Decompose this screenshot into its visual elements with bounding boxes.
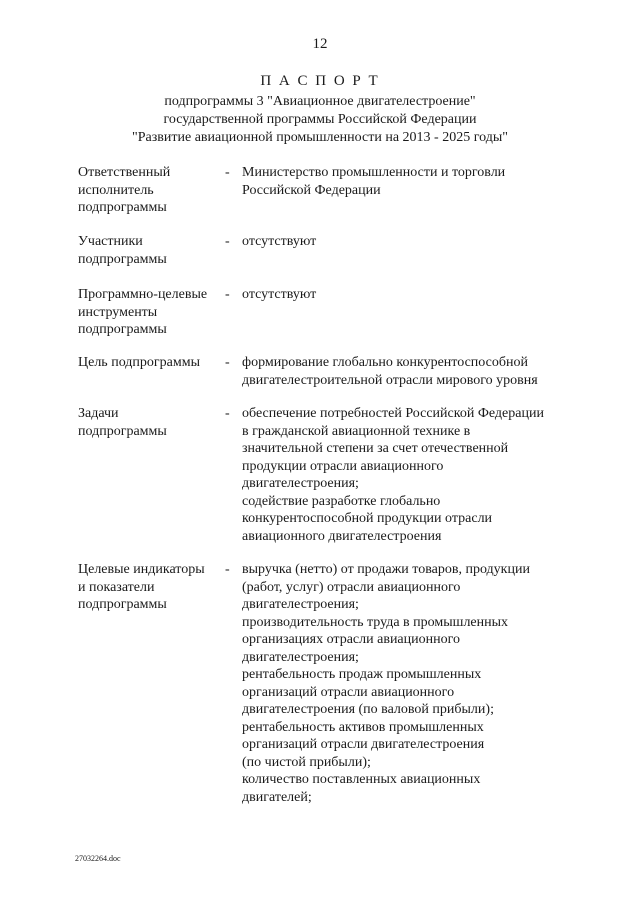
row-dash: -	[225, 355, 230, 370]
row-value	[242, 405, 582, 545]
row-value	[242, 561, 582, 806]
row-value-line: двигателестроения;	[242, 476, 359, 491]
row-value-line: количество поставленных авиационных	[242, 772, 481, 787]
row-value-line: двигателестроения;	[242, 597, 359, 612]
subtitle-line: "Развитие авиационной промышленности на 2013 - 2025 годы"	[132, 130, 508, 145]
row-value-line: конкурентоспособной продукции отрасли	[242, 511, 493, 526]
row-value-line: производительность труда в промышленных	[242, 614, 509, 630]
row-value-line: рентабельность продаж промышленных	[242, 667, 482, 682]
row-value	[242, 286, 582, 304]
row-value-line: отсутствуют	[242, 287, 317, 302]
subtitle-line: государственной программы Российской Федерации	[163, 112, 477, 127]
row-value-line: в гражданской авиационной технике в	[242, 423, 471, 439]
row-value-line: организациях отрасли авиационного	[242, 632, 461, 647]
row-value	[242, 233, 582, 251]
row-value-line: двигателей;	[242, 789, 312, 805]
row-label-line: подпрограммы	[78, 200, 167, 215]
row-label	[78, 405, 223, 440]
row-label-line: подпрограммы	[78, 597, 167, 612]
row-dash: -	[225, 406, 230, 421]
row-label-line: подпрограммы	[78, 322, 167, 337]
row-label-line: Цель подпрограммы	[78, 355, 200, 370]
subtitle-line: подпрограммы 3 "Авиационное двигателестроение"	[164, 94, 476, 109]
page-number: 12	[312, 36, 328, 52]
row-dash: -	[225, 165, 230, 180]
row-label-line: исполнитель	[78, 182, 154, 198]
row-value	[242, 354, 582, 389]
row-value-line: авиационного двигателестроения	[242, 528, 442, 544]
row-label	[78, 164, 223, 217]
row-value-line: организаций отрасли двигателестроения	[242, 737, 485, 752]
row-value-line: рентабельность активов промышленных	[242, 719, 484, 735]
row-label-line: Программно-целевые	[78, 287, 208, 302]
row-label-line: подпрограммы	[78, 423, 167, 439]
row-value	[242, 164, 582, 199]
row-value-line: организаций отрасли авиационного	[242, 684, 455, 700]
row-label-line: Ответственный	[78, 165, 171, 180]
row-value-line: выручка (нетто) от продажи товаров, продукции	[242, 562, 530, 577]
row-label	[78, 233, 223, 268]
row-dash: -	[225, 234, 230, 249]
row-label-line: Целевые индикаторы	[78, 562, 205, 577]
row-label-line: инструменты	[78, 304, 158, 320]
row-value-line: обеспечение потребностей Российской Федерации	[242, 406, 544, 421]
document-subtitle	[0, 93, 640, 147]
row-label-line: Задачи	[78, 406, 119, 421]
row-value-line: Министерство промышленности и торговли	[242, 165, 506, 180]
row-value-line: отсутствуют	[242, 234, 317, 249]
row-label	[78, 286, 223, 339]
row-dash: -	[225, 562, 230, 577]
row-value-line: Российской Федерации	[242, 182, 381, 198]
row-label	[78, 354, 223, 372]
footer-filename: 27032264.doc	[75, 854, 121, 863]
row-label-line: и показатели	[78, 579, 155, 595]
row-value-line: формирование глобально конкурентоспособной	[242, 355, 528, 370]
row-value-line: (по чистой прибыли);	[242, 754, 371, 770]
row-value-line: (работ, услуг) отрасли авиационного	[242, 579, 461, 595]
row-label-line: Участники	[78, 234, 143, 249]
row-value-line: двигателестроения (по валовой прибыли);	[242, 702, 494, 717]
row-value-line: содействие разработке глобально	[242, 493, 441, 509]
row-value-line: двигателестроительной отрасли мирового уровня	[242, 372, 538, 388]
row-value-line: значительной степени за счет отечественной	[242, 441, 509, 456]
row-label	[78, 561, 223, 614]
document-title: П А С П О Р Т	[260, 73, 380, 89]
row-value-line: продукции отрасли авиационного	[242, 458, 444, 474]
row-value-line: двигателестроения;	[242, 649, 359, 665]
row-dash: -	[225, 287, 230, 302]
row-label-line: подпрограммы	[78, 251, 167, 267]
